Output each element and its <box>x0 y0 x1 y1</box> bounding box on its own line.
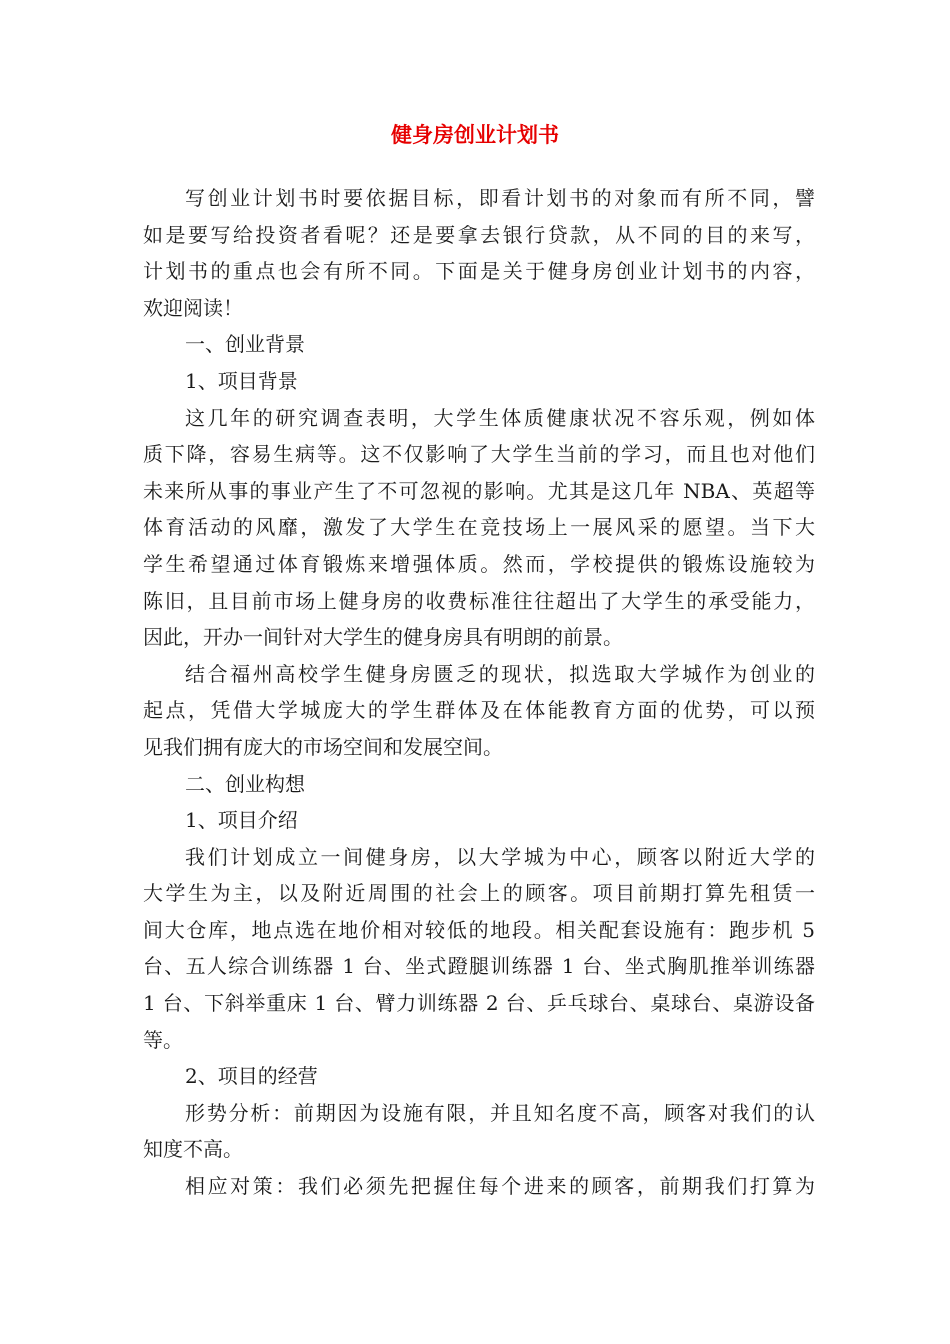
paragraph-line: 如是要写给投资者看呢？还是要拿去银行贷款，从不同的目的来写， <box>143 222 815 247</box>
paragraph-line: 学生希望通过体育锻炼来增强体质。然而，学校提供的锻炼设施较为 <box>143 551 815 576</box>
paragraph-line: 1 台、下斜举重床 1 台、臂力训练器 2 台、乒乓球台、桌球台、桌游设备 <box>143 991 815 1016</box>
document-title: 健身房创业计划书 <box>391 122 559 147</box>
paragraph-line: 大学生为主，以及附近周围的社会上的顾客。项目前期打算先租赁一 <box>143 881 815 906</box>
paragraph-line: 写创业计划书时要依据目标，即看计划书的对象而有所不同，譬 <box>185 186 815 210</box>
paragraph-line: 体育活动的风靡，激发了大学生在竞技场上一展风采的愿望。当下大 <box>143 515 815 540</box>
paragraph-line: 结合福州高校学生健身房匮乏的现状，拟选取大学城作为创业的 <box>185 661 815 686</box>
paragraph-line: 陈旧，且目前市场上健身房的收费标准往往超出了大学生的承受能力， <box>143 588 815 613</box>
paragraph-line: 知度不高。 <box>143 1137 243 1162</box>
document-body <box>143 180 815 1205</box>
paragraph-line: 因此，开办一间针对大学生的健身房具有明朗的前景。 <box>143 625 623 650</box>
paragraph-line: 未来所从事的事业产生了不可忽视的影响。尤其是这几年 NBA、英超等 <box>143 478 815 503</box>
subsection-heading: 1、项目背景 <box>185 368 298 393</box>
paragraph-line: 形势分析：前期因为设施有限，并且知名度不高，顾客对我们的认 <box>185 1100 815 1125</box>
section-heading: 一、创业背景 <box>185 332 305 357</box>
subsection-heading: 2、项目的经营 <box>185 1064 318 1089</box>
paragraph-line: 间大仓库，地点选在地价相对较低的地段。相关配套设施有：跑步机 5 <box>143 917 815 942</box>
paragraph-line: 相应对策：我们必须先把握住每个进来的顾客，前期我们打算为 <box>185 1174 815 1199</box>
section-heading: 二、创业构想 <box>185 771 305 796</box>
paragraph-line: 欢迎阅读！ <box>143 295 243 320</box>
paragraph-line: 我们计划成立一间健身房，以大学城为中心，顾客以附近大学的 <box>185 844 815 869</box>
paragraph-line: 起点，凭借大学城庞大的学生群体及在体能教育方面的优势，可以预 <box>143 698 815 723</box>
paragraph-line: 这几年的研究调查表明，大学生体质健康状况不容乐观，例如体 <box>185 405 815 430</box>
subsection-heading: 1、项目介绍 <box>185 808 298 833</box>
paragraph-line: 见我们拥有庞大的市场空间和发展空间。 <box>143 734 503 759</box>
paragraph-line: 台、五人综合训练器 1 台、坐式蹬腿训练器 1 台、坐式胸肌推举训练器 <box>143 954 815 979</box>
paragraph-line: 计划书的重点也会有所不同。下面是关于健身房创业计划书的内容， <box>143 259 815 284</box>
paragraph-line: 等。 <box>143 1027 183 1052</box>
paragraph-line: 质下降，容易生病等。这不仅影响了大学生当前的学习，而且也对他们 <box>143 442 815 467</box>
